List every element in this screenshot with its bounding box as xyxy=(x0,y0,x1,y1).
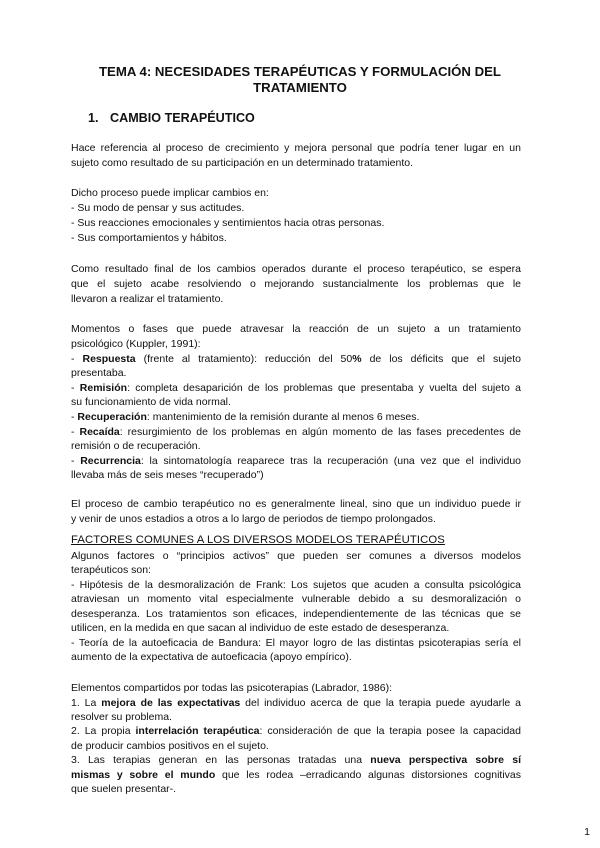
phase-term: Recurrencia xyxy=(80,455,141,467)
paragraph-line: Momentos o fases que puede atravesar la reacción de un sujeto a un tratamiento xyxy=(71,323,521,335)
paragraph-line: sujeto como resultado de su participación en un determinado tratamiento. xyxy=(71,157,414,169)
paragraph-line: y venir de unos estadios a otros a lo largo de periodos de tiempo prolongados. xyxy=(71,513,436,525)
element-item-continuation: de producir cambios positivos en el sujeto. xyxy=(71,740,269,752)
phase-term: Recaída xyxy=(79,426,120,438)
phase-item-recaida: - Recaída: resurgimiento de los problemas en algún momento de las fases precedentes de xyxy=(71,426,521,438)
paragraph-line: psicológico (Kuppler, 1991): xyxy=(71,338,201,350)
phase-item-continuation: su funcionamiento de vida normal. xyxy=(71,396,231,408)
list-item: - Sus reacciones emocionales y sentimientos hacia otras personas. xyxy=(71,217,385,229)
paragraph-line: llevaron a realizar el tratamiento. xyxy=(71,293,224,305)
element-item-continuation: que suelen presentar-. xyxy=(71,783,177,795)
phase-term: Recuperación xyxy=(77,411,147,423)
paragraph-line: El proceso de cambio terapéutico no es generalmente lineal, sino que un individuo puede ir xyxy=(71,498,521,510)
phase-item-recuperacion: - Recuperación: mantenimiento de la remisión durante al menos 6 meses. xyxy=(71,411,420,423)
phase-item-continuation: presentaba. xyxy=(71,367,127,379)
paragraph-line: utilicen, en la medida en que sacan al individuo de este estado de desesperanza. xyxy=(71,622,450,634)
page-number: 1 xyxy=(584,826,590,838)
phase-item-recurrencia: - Recurrencia: la sintomatología reaparece tras la recuperación (una vez que el individuo xyxy=(71,455,521,467)
phase-item-respuesta: - Respuesta (frente al tratamiento): reducción del 50% de los déficits que el sujeto xyxy=(71,353,522,365)
phase-item-continuation: llevaba más de seis meses “recuperado”) xyxy=(71,469,264,481)
element-item-continuation: resolver su problema. xyxy=(71,711,172,723)
element-item-3: 3. Las terapias generan en las personas tratadas una nueva perspectiva sobre sí xyxy=(71,754,521,766)
paragraph-line: Como resultado final de los cambios operados durante el proceso terapéutico, se espera xyxy=(71,263,521,275)
phase-term: Respuesta xyxy=(82,353,136,365)
paragraph-line: - Teoría de la autoeficacia de Bandura: El mayor logro de las distintas psicoterapias sería el xyxy=(71,637,521,649)
phase-item-remision: - Remisión: completa desaparición de los problemas que presentaba y vuelta del sujeto a xyxy=(71,382,521,394)
paragraph-line: Dicho proceso puede implicar cambios en: xyxy=(71,187,269,199)
paragraph-line: aumento de la expectativa de autoeficacia (apoyo empírico). xyxy=(71,651,352,663)
paragraph-line: Hace referencia al proceso de crecimiento y mejora personal que podría tener lugar en un xyxy=(71,142,521,154)
element-item-continuation: mismas y sobre el mundo que les rodea –erradicando algunas distorsiones cognitivas xyxy=(71,769,521,781)
paragraph-line: terapéuticos son: xyxy=(71,564,151,576)
section-number: 1. xyxy=(88,111,99,125)
paragraph-line: Algunos factores o “principios activos” que pueden ser comunes a diversos modelos xyxy=(71,550,521,562)
paragraph-line: que el sujeto acabe resolviendo o mejorando sustancialmente los problemas que le xyxy=(71,278,521,290)
section-heading xyxy=(88,110,255,126)
paragraph-line: - Hipótesis de la desmoralización de Frank: Los sujetos que acuden a consulta psicológica xyxy=(71,579,521,591)
paragraph-line: Elementos compartidos por todas las psicoterapias (Labrador, 1986): xyxy=(71,682,393,694)
paragraph-line: desesperanza. Los tratamientos son eficaces, independientemente de las técnicas que se xyxy=(71,608,521,620)
phase-item-continuation: remisión o de recuperación. xyxy=(71,440,201,452)
list-item: - Su modo de pensar y sus actitudes. xyxy=(71,202,245,214)
list-item: - Sus comportamientos y hábitos. xyxy=(71,232,227,244)
section-title: CAMBIO TERAPÉUTICO xyxy=(110,111,255,125)
phase-term: Remisión xyxy=(79,382,128,394)
paragraph-line: atraviesan un momento vital especialmente vulnerable debido a su desmoralización o xyxy=(71,593,521,605)
element-item-1: 1. La mejora de las expectativas del individuo acerca de que la terapia puede ayudarle a xyxy=(71,697,522,709)
subsection-heading: FACTORES COMUNES A LOS DIVERSOS MODELOS TERAPÉUTICOS xyxy=(71,534,445,546)
document-title: TEMA 4: NECESIDADES TERAPÉUTICAS Y FORMULACIÓN DEL TRATAMIENTO xyxy=(98,64,501,95)
element-item-2: 2. La propia interrelación terapéutica: consideración de que la terapia posee la capacidad xyxy=(71,725,521,737)
